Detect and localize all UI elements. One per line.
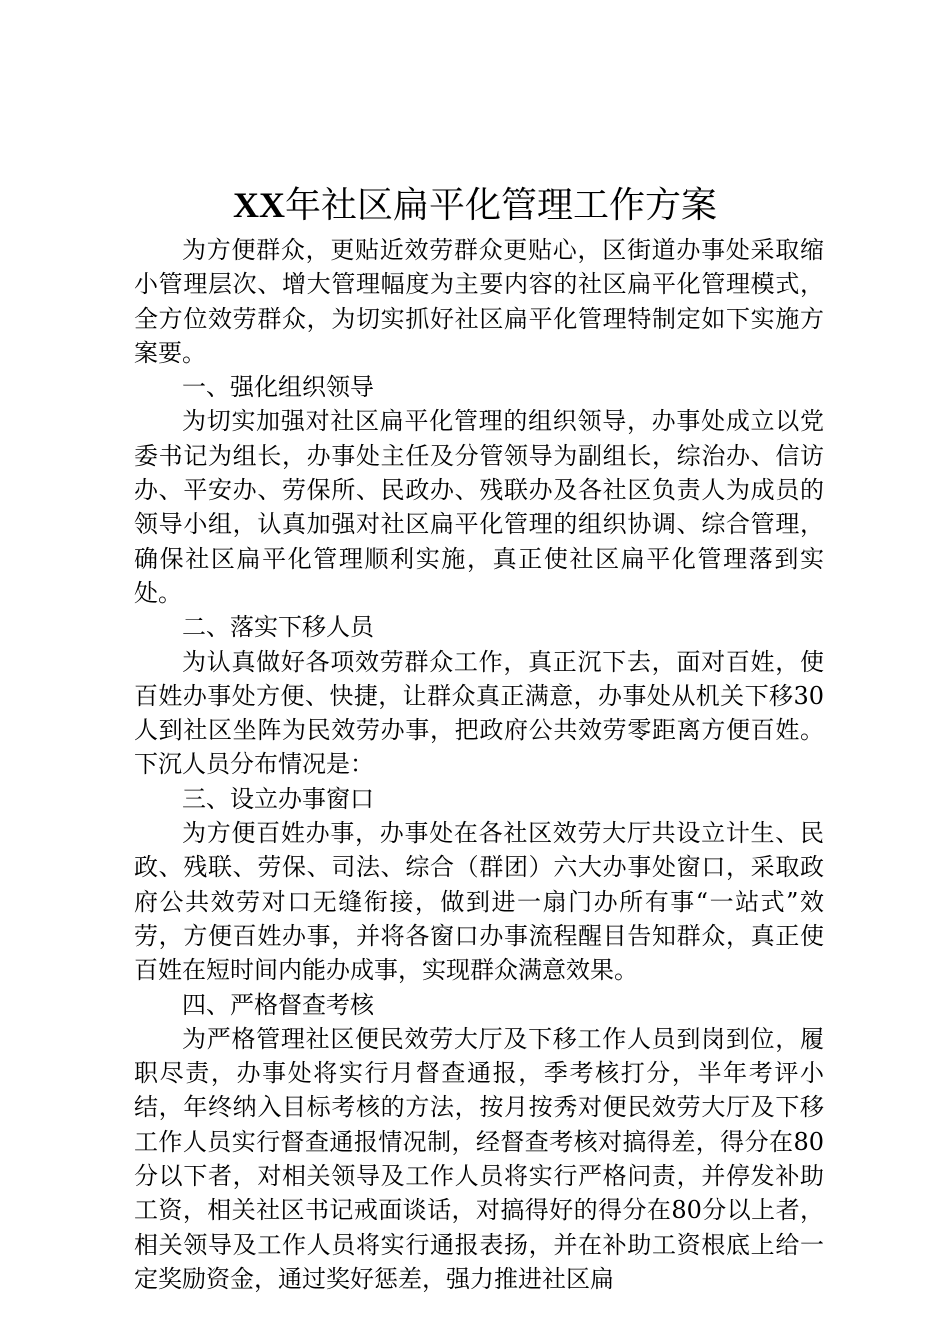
intro-paragraph: 为方便群众，更贴近效劳群众更贴心，区街道办事处采取缩小管理层次、增大管理幅度为主要内容的社区扁平化管理模式，全方位效劳群众，为切实抓好社区扁平化管理特制定如下实施方案要。 [134,236,824,367]
section-paragraph-1: 为切实加强对社区扁平化管理的组织领导，办事处成立以党委书记为组长，办事处主任及分管领导为副组长，综治办、信访办、平安办、劳保所、民政办、残联办及各社区负责人为成员的领导小组，认真加强对社区扁平化管理的组织协调、综合管理，确保社区扁平化管理顺利实施，真正使社区扁平化管理落到实处。 [134,407,824,607]
document-body [134,233,824,1296]
section-paragraph-2: 为认真做好各项效劳群众工作，真正沉下去，面对百姓，使百姓办事处方便、快捷，让群众真正满意，办事处从机关下移30人到社区坐阵为民效劳办事，把政府公共效劳零距离方便百姓。下沉人员分布情况是： [134,647,824,779]
section-heading-4: 四、严格督查考核 [182,990,374,1019]
section-heading-2: 二、落实下移人员 [182,613,374,642]
section-paragraph-4: 为严格管理社区便民效劳大厅及下移工作人员到岗到位，履职尽责，办事处将实行月督查通报，季考核打分，半年考评小结，年终纳入目标考核的方法，按月按秀对便民效劳大厅及下移工作人员实行督查通报情况制，经督查考核对搞得差，得分在80分以下者，对相关领导及工作人员将实行严格问责，并停发补助工资，相关社区书记戒面谈话，对搞得好的得分在80分以上者，相关领导及工作人员将实行通报表扬，并在补助工资根底上给一定奖励资金，通过奖好惩差，强力推进社区扁 [134,1024,824,1293]
document-title-main: 年社区扁平化管理工作方案 [284,185,717,226]
section-paragraph-3: 为方便百姓办事，办事处在各社区效劳大厅共设立计生、民政、残联、劳保、司法、综合（群团）六大办事处窗口，采取政府公共效劳对口无缝衔接，做到进一扇门办所有事“一站式”效劳，方便百姓办事，并将各窗口办事流程醒目告知群众，真正使百姓在短时间内能办成事，实现群众满意效果。 [134,819,824,985]
section-heading-1: 一、强化组织领导 [182,373,374,402]
section-heading-3: 三、设立办事窗口 [182,784,374,813]
document-title [0,178,950,233]
document-title-prefix: XX [232,185,285,225]
